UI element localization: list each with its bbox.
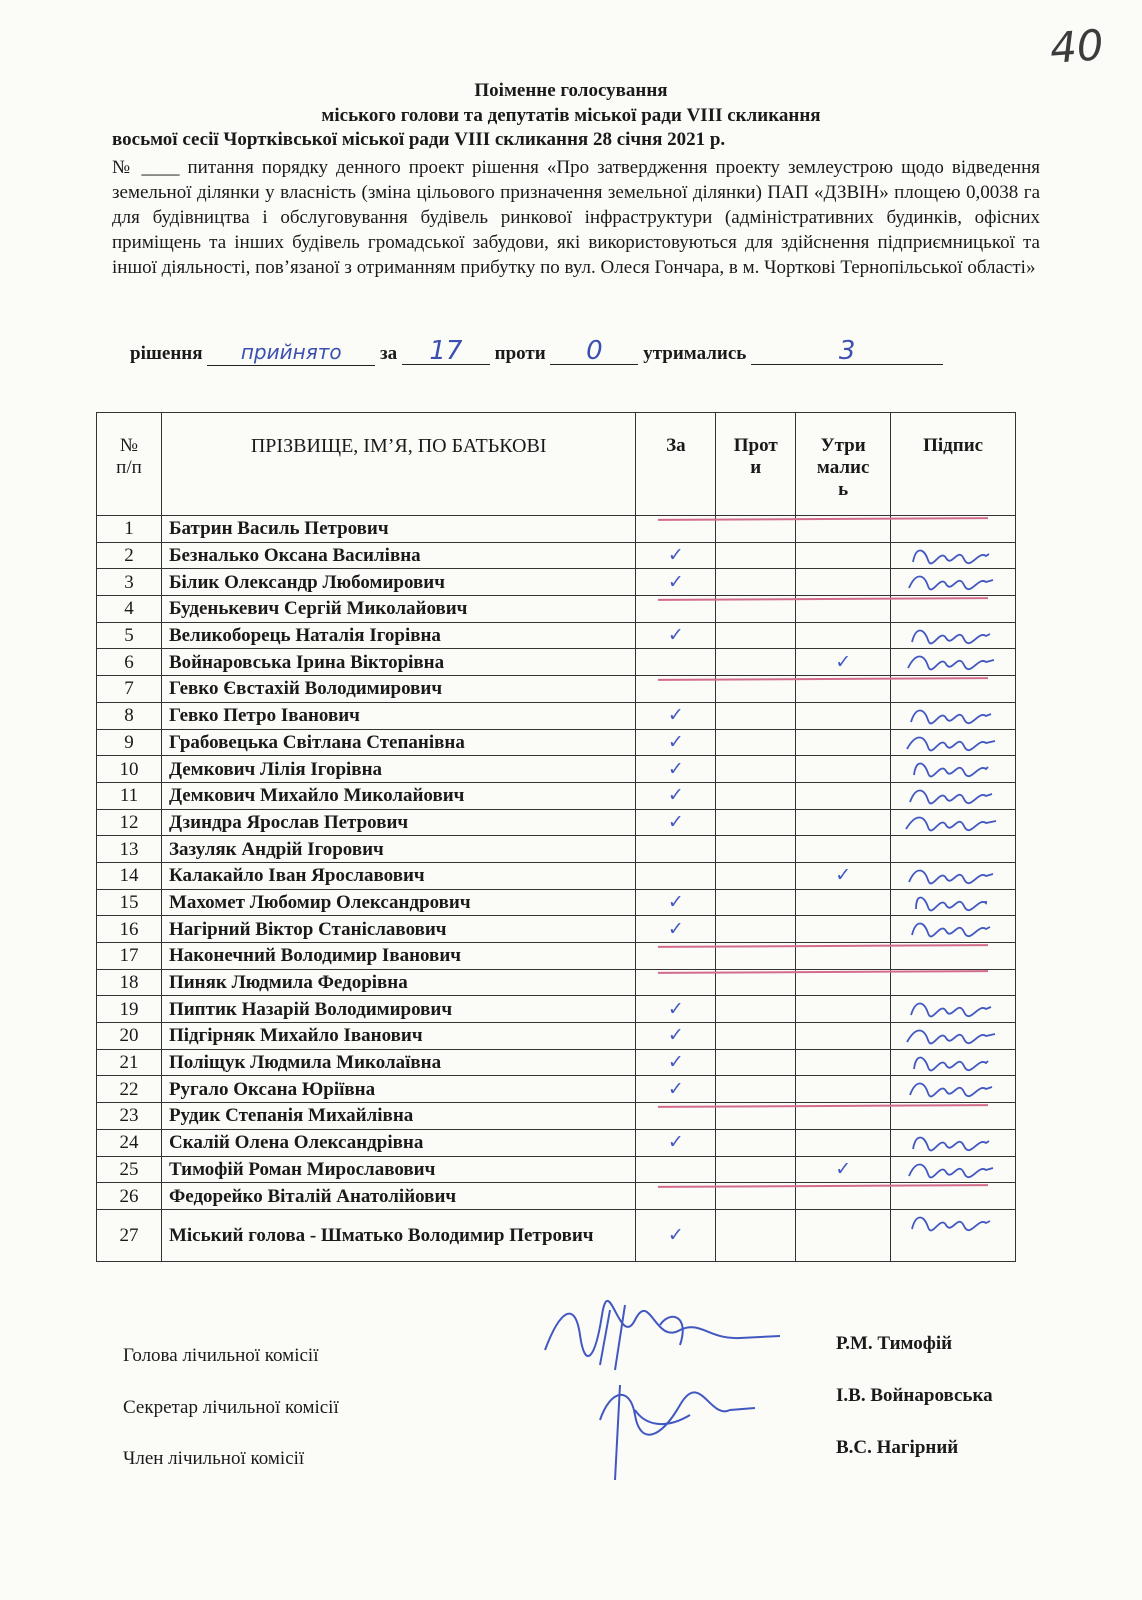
handwritten-signature [896, 917, 1006, 941]
signature-cell [891, 1209, 1016, 1261]
signature-cell [891, 916, 1016, 943]
vote-for-cell [636, 1156, 716, 1183]
row-number: 7 [97, 676, 162, 703]
header-against: Прот и [716, 413, 796, 516]
vote-for-cell [636, 862, 716, 889]
chair-label: Голова лічильної комісії [123, 1345, 319, 1366]
row-number: 23 [97, 1103, 162, 1130]
table-row [97, 889, 1016, 916]
vote-for-cell [636, 649, 716, 676]
vote-for-cell: ✓ [636, 1076, 716, 1103]
table-row [97, 1049, 1016, 1076]
table-row [97, 756, 1016, 783]
signature-cell [891, 969, 1016, 996]
decision-value: прийнято [207, 339, 375, 366]
deputy-name: Батрин Василь Петрович [161, 516, 636, 543]
header-full-name: ПРІЗВИЩЕ, ІМ’Я, ПО БАТЬКОВІ [161, 413, 636, 516]
vote-against-cell [716, 782, 796, 809]
vote-abstained-cell [796, 1076, 891, 1103]
signature-cell [891, 1183, 1016, 1210]
row-number: 18 [97, 969, 162, 996]
vote-abstained-cell: ✓ [796, 1156, 891, 1183]
vote-abstained-cell [796, 622, 891, 649]
handwritten-signature [896, 1211, 1006, 1235]
deputy-name: Федорейко Віталій Анатолійович [161, 1183, 636, 1210]
document-subtitle: міського голови та депутатів міської ради VIII скликання [321, 105, 821, 126]
deputy-name: Білик Олександр Любомирович [161, 569, 636, 596]
signature-cell [891, 1049, 1016, 1076]
member-name: В.С. Нагірний [836, 1437, 959, 1458]
signature-cell [891, 542, 1016, 569]
vote-against-cell [716, 1209, 796, 1261]
against-count: 0 [550, 338, 638, 365]
row-number: 9 [97, 729, 162, 756]
handwritten-signature [896, 1131, 1006, 1155]
row-number: 24 [97, 1129, 162, 1156]
vote-against-cell [716, 756, 796, 783]
row-number: 15 [97, 889, 162, 916]
table-row [97, 649, 1016, 676]
handwritten-signature [896, 624, 1006, 648]
signature-cell [891, 889, 1016, 916]
vote-against-cell [716, 836, 796, 863]
vote-against-cell [716, 996, 796, 1023]
decision-line [130, 338, 943, 366]
agenda-item-text: № ____ питання порядку денного проект рішення «Про затвердження проекту землеустрою щодо відведення земельної ділянки у власність (зміна цільового призначення земельної ділянки) ПАП «ДЗВІН» площею 0,0038 га для будівництва і обслуговування будівель ринкової інфраструктури (адміністративних будинків, офісних приміщень та інших будівель громадської забудови, які використовуються для здійснення підприємницької та іншої діяльності, пов’язаної з отриманням прибутку по вул. Олеся Гончара, в м. Чорткові Тернопільської області» [112, 157, 1040, 278]
signature-cell [891, 729, 1016, 756]
row-number: 11 [97, 782, 162, 809]
vote-abstained-cell [796, 836, 891, 863]
deputy-name: Грабовецька Світлана Степанівна [161, 729, 636, 756]
handwritten-signature [896, 1077, 1006, 1101]
deputy-name: Гевко Петро Іванович [161, 702, 636, 729]
vote-abstained-cell [796, 809, 891, 836]
row-number: 27 [97, 1209, 162, 1261]
abstained-label: утримались [643, 343, 747, 364]
deputy-name: Демкович Михайло Миколайович [161, 782, 636, 809]
vote-against-cell [716, 1076, 796, 1103]
signature-cell [891, 836, 1016, 863]
row-number: 6 [97, 649, 162, 676]
signature-cell [891, 1129, 1016, 1156]
vote-for-cell: ✓ [636, 889, 716, 916]
deputy-name: Тимофій Роман Мирославович [161, 1156, 636, 1183]
handwritten-signature [896, 650, 1006, 674]
handwritten-signature [896, 1024, 1006, 1048]
member-label: Член лічильної комісії [123, 1448, 305, 1469]
handwritten-signature [896, 570, 1006, 594]
vote-for-cell: ✓ [636, 1049, 716, 1076]
vote-against-cell [716, 569, 796, 596]
table-row [97, 729, 1016, 756]
commission-signatures [540, 1290, 800, 1510]
vote-against-cell [716, 1156, 796, 1183]
row-number: 10 [97, 756, 162, 783]
vote-against-cell [716, 1129, 796, 1156]
vote-against-cell [716, 916, 796, 943]
vote-against-cell [716, 809, 796, 836]
vote-abstained-cell [796, 889, 891, 916]
table-row [97, 542, 1016, 569]
signature-cell [891, 596, 1016, 623]
vote-abstained-cell [796, 702, 891, 729]
row-number: 22 [97, 1076, 162, 1103]
deputy-name: Демкович Лілія Ігорівна [161, 756, 636, 783]
signature-cell [891, 809, 1016, 836]
vote-abstained-cell: ✓ [796, 862, 891, 889]
vote-for-cell: ✓ [636, 542, 716, 569]
deputy-name: Підгірняк Михайло Іванович [161, 1023, 636, 1050]
row-number: 25 [97, 1156, 162, 1183]
vote-for-cell: ✓ [636, 1023, 716, 1050]
vote-abstained-cell [796, 782, 891, 809]
handwritten-signature [896, 811, 1006, 835]
handwritten-signature [896, 1158, 1006, 1182]
deputy-name: Великоборець Наталія Ігорівна [161, 622, 636, 649]
deputy-name: Буденькевич Сергій Миколайович [161, 596, 636, 623]
deputy-name: Міський голова - Шматько Володимир Петрович [161, 1209, 636, 1261]
vote-against-cell [716, 889, 796, 916]
table-header-row [97, 413, 1016, 516]
row-number: 21 [97, 1049, 162, 1076]
secretary-name: І.В. Войнаровська [836, 1385, 993, 1406]
row-number: 20 [97, 1023, 162, 1050]
header-signature: Підпис [891, 413, 1016, 516]
signature-cell [891, 862, 1016, 889]
signature-cell [891, 649, 1016, 676]
vote-for-cell: ✓ [636, 702, 716, 729]
handwritten-signature [896, 784, 1006, 808]
signature-cell [891, 1076, 1016, 1103]
chair-name: Р.М. Тимофій [836, 1333, 953, 1354]
row-number: 2 [97, 542, 162, 569]
vote-for-cell: ✓ [636, 996, 716, 1023]
table-row [97, 782, 1016, 809]
vote-abstained-cell [796, 916, 891, 943]
vote-for-cell: ✓ [636, 569, 716, 596]
row-number: 19 [97, 996, 162, 1023]
handwritten-signature [896, 731, 1006, 755]
handwritten-signature [896, 757, 1006, 781]
signature-cell [891, 676, 1016, 703]
decision-label: рішення [130, 343, 203, 364]
vote-for-cell [636, 836, 716, 863]
vote-for-cell: ✓ [636, 729, 716, 756]
table-row [97, 916, 1016, 943]
deputy-name: Скалій Олена Олександрівна [161, 1129, 636, 1156]
vote-for-cell: ✓ [636, 916, 716, 943]
row-number: 8 [97, 702, 162, 729]
table-row [97, 569, 1016, 596]
vote-against-cell [716, 1049, 796, 1076]
vote-abstained-cell [796, 1129, 891, 1156]
signature-cell [891, 996, 1016, 1023]
vote-against-cell [716, 1023, 796, 1050]
vote-abstained-cell [796, 969, 891, 996]
vote-against-cell [716, 622, 796, 649]
for-count: 17 [402, 338, 490, 365]
vote-against-cell [716, 702, 796, 729]
vote-against-cell [716, 542, 796, 569]
signature-cell [891, 622, 1016, 649]
row-number: 3 [97, 569, 162, 596]
handwritten-signature [896, 997, 1006, 1021]
deputy-name: Рудик Степанія Михайлівна [161, 1103, 636, 1130]
against-label: проти [494, 343, 546, 364]
document-title: Поіменне голосування [474, 80, 668, 101]
deputy-name: Дзиндра Ярослав Петрович [161, 809, 636, 836]
table-row [97, 1129, 1016, 1156]
vote-abstained-cell [796, 1209, 891, 1261]
vote-against-cell [716, 649, 796, 676]
header-for: За [636, 413, 716, 516]
row-number: 5 [97, 622, 162, 649]
signature-cell [891, 1156, 1016, 1183]
deputy-name: Зазуляк Андрій Ігорович [161, 836, 636, 863]
row-number: 17 [97, 943, 162, 970]
table-row [97, 1156, 1016, 1183]
vote-abstained-cell [796, 542, 891, 569]
row-number: 16 [97, 916, 162, 943]
deputy-name: Нагірний Віктор Станіславович [161, 916, 636, 943]
vote-abstained-cell [796, 729, 891, 756]
handwritten-signature [896, 1051, 1006, 1075]
vote-against-cell [716, 862, 796, 889]
vote-abstained-cell [796, 569, 891, 596]
table-row [97, 1023, 1016, 1050]
vote-abstained-cell [796, 756, 891, 783]
abstained-count: 3 [751, 338, 943, 365]
handwritten-signature [896, 864, 1006, 888]
deputy-name: Наконечний Володимир Іванович [161, 943, 636, 970]
deputy-name: Калакайло Іван Ярославович [161, 862, 636, 889]
secretary-label: Секретар лічильної комісії [123, 1397, 339, 1418]
signature-cell [891, 1103, 1016, 1130]
vote-for-cell: ✓ [636, 756, 716, 783]
deputy-name: Безналько Оксана Василівна [161, 542, 636, 569]
row-number: 12 [97, 809, 162, 836]
vote-for-cell: ✓ [636, 809, 716, 836]
table-row [97, 1209, 1016, 1261]
deputy-name: Пиняк Людмила Федорівна [161, 969, 636, 996]
table-row [97, 862, 1016, 889]
table-row [97, 836, 1016, 863]
row-number: 14 [97, 862, 162, 889]
table-row [97, 622, 1016, 649]
deputy-name: Ругало Оксана Юріївна [161, 1076, 636, 1103]
row-number: 13 [97, 836, 162, 863]
vote-for-cell: ✓ [636, 622, 716, 649]
handwritten-signature [896, 704, 1006, 728]
session-line: восьмої сесії Чортківської міської ради VIII скликання 28 січня 2021 р. [112, 129, 726, 150]
vote-for-cell: ✓ [636, 782, 716, 809]
handwritten-signature [896, 544, 1006, 568]
signature-cell [891, 782, 1016, 809]
vote-against-cell [716, 729, 796, 756]
table-row [97, 969, 1016, 996]
table-row [97, 809, 1016, 836]
deputy-name: Поліщук Людмила Миколаївна [161, 1049, 636, 1076]
table-row [97, 996, 1016, 1023]
vote-abstained-cell: ✓ [796, 649, 891, 676]
vote-abstained-cell [796, 996, 891, 1023]
signature-cell [891, 756, 1016, 783]
vote-abstained-cell [796, 1049, 891, 1076]
row-number: 4 [97, 596, 162, 623]
deputy-name: Махомет Любомир Олександрович [161, 889, 636, 916]
table-row [97, 702, 1016, 729]
deputy-name: Войнаровська Ірина Вікторівна [161, 649, 636, 676]
for-label: за [380, 343, 398, 364]
signature-cell [891, 702, 1016, 729]
row-number: 26 [97, 1183, 162, 1210]
header-number: № п/п [97, 413, 162, 516]
deputy-name: Пиптик Назарій Володимирович [161, 996, 636, 1023]
roll-call-table [96, 412, 1016, 1262]
page-number: 40 [1048, 20, 1106, 73]
vote-for-cell: ✓ [636, 1129, 716, 1156]
signature-cell [891, 1023, 1016, 1050]
handwritten-signature [896, 891, 1006, 915]
vote-for-cell: ✓ [636, 1209, 716, 1261]
row-number: 1 [97, 516, 162, 543]
vote-abstained-cell [796, 1023, 891, 1050]
signature-cell [891, 569, 1016, 596]
deputy-name: Гевко Євстахій Володимирович [161, 676, 636, 703]
header-abstained: Утри малис ь [796, 413, 891, 516]
table-row [97, 1076, 1016, 1103]
